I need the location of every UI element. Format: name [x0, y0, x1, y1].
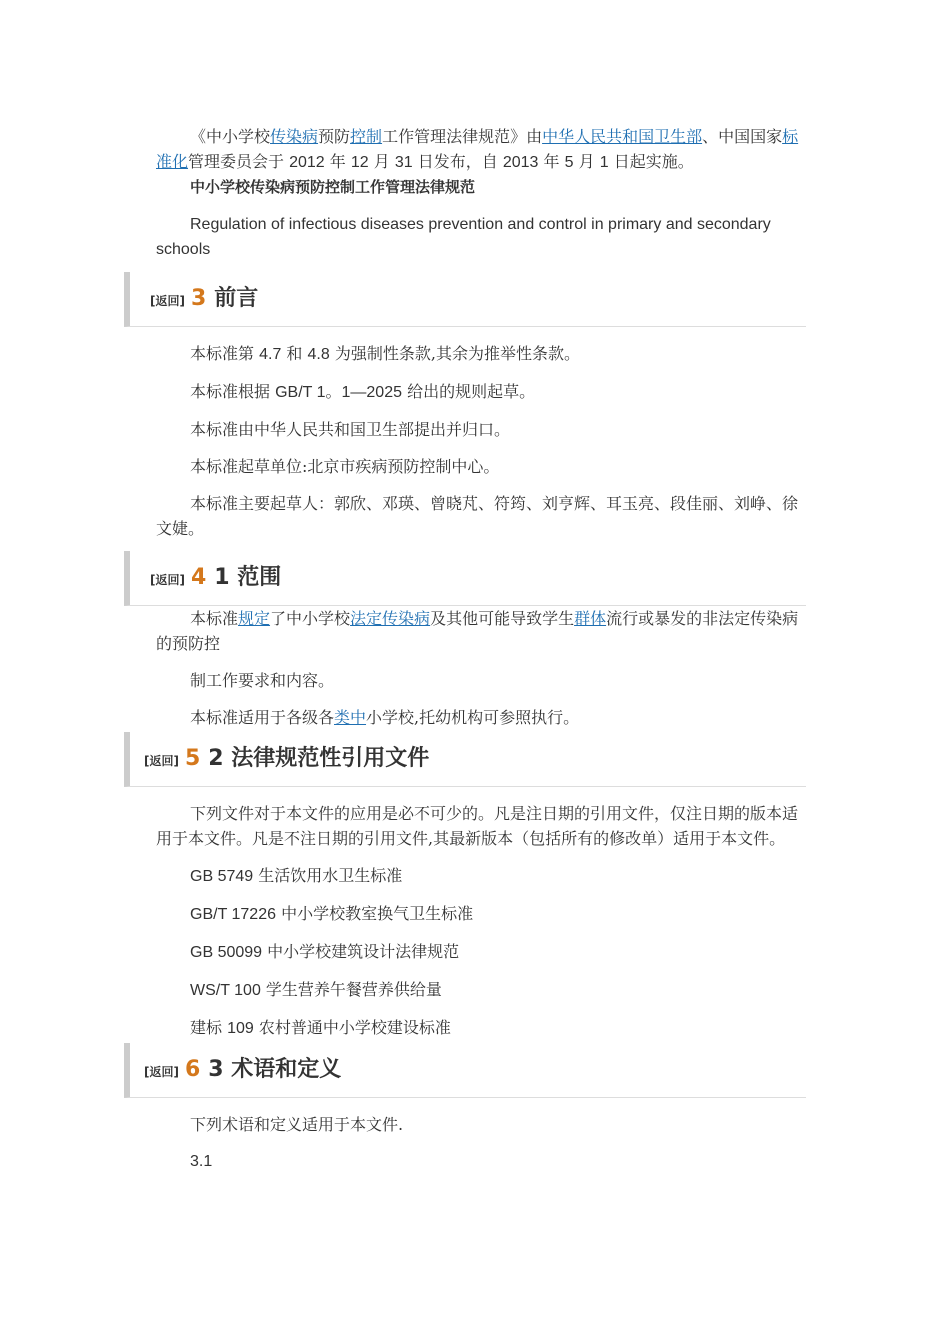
ref-code: GB/T 17226 [190, 906, 276, 923]
intro-text: 工作管理法律规范》由 [382, 127, 543, 146]
section-number: 4 [190, 565, 207, 590]
intro-text: 年 [538, 152, 565, 171]
link-regulation[interactable]: 规定 [238, 609, 271, 628]
link-group[interactable]: 群体 [574, 609, 607, 628]
ref-name: 中小学校建筑设计法律规范 [262, 942, 460, 961]
back-link[interactable]: [返回] [150, 294, 185, 308]
scope-paragraph [156, 705, 806, 730]
preface-paragraph [156, 379, 806, 405]
intro-text: 预防 [318, 127, 351, 146]
ref-name: 学生营养午餐营养供给量 [260, 980, 442, 999]
ref-code: GB 50099 [190, 944, 263, 961]
terms-paragraph: 下列术语和定义适用于本文件. [190, 1115, 404, 1134]
back-link[interactable]: [返回] [144, 754, 179, 768]
intro-text: 《中小学校 [190, 127, 271, 146]
reference-item [156, 1015, 806, 1041]
references-intro: 下列文件对于本文件的应用是必不可少的。凡是注日期的引用文件，仅注日期的版本适用于本文件。凡是不注日期的引用文件,其最新版本（包括所有的修改单）适用于本文件。 [156, 804, 799, 848]
reference-item [156, 901, 806, 927]
intro-text: 管理委员会于 [188, 152, 290, 171]
text: 小学校,托幼机构可参照执行。 [366, 708, 580, 727]
section-header-terms [124, 1043, 806, 1098]
section-number: 6 [184, 1057, 201, 1082]
title-chinese: 中小学校传染病预防控制工作管理法律规范 [190, 178, 476, 196]
text: 了中小学校 [270, 609, 351, 628]
intro-number: 1 [599, 154, 609, 171]
intro-number: 2013 [502, 154, 539, 171]
ref-code: 109 [227, 1020, 254, 1037]
reference-item [156, 863, 806, 889]
number: 1—2025 [341, 384, 402, 401]
text: 给出的规则起草。 [402, 382, 536, 401]
text: 和 [281, 344, 308, 363]
back-link[interactable]: [返回] [150, 573, 185, 587]
section-header-scope [124, 551, 806, 606]
intro-number: 12 [350, 154, 369, 171]
section-number: 3 [190, 286, 207, 311]
scope-paragraph [156, 606, 806, 656]
text: 本标准第 [190, 344, 260, 363]
ref-name: 中小学校教室换气卫生标准 [275, 904, 474, 923]
link-infectious-disease[interactable]: 传染病 [270, 127, 319, 146]
section-title: 2 法律规范性引用文件 [208, 746, 430, 771]
text: 流行或暴发的非法定传染病的预防控 [156, 609, 799, 653]
intro-text: 年 [324, 152, 351, 171]
ref-name: 农村普通中小学校建设标准 [253, 1018, 451, 1037]
link-ministry-of-health[interactable]: 中华人民共和国卫生部 [542, 127, 703, 146]
back-link[interactable]: [返回] [144, 1065, 179, 1079]
link-category[interactable]: 类中 [334, 708, 367, 727]
preface-paragraph: 本标准主要起草人：郭欣、邓瑛、曾晓芃、符筠、刘亨辉、耳玉亮、段佳丽、刘峥、徐文婕。 [156, 494, 799, 538]
ref-name: 生活饮用水卫生标准 [253, 866, 403, 885]
intro-text: 日起实施。 [608, 152, 694, 171]
text: 为强制性条款,其余为推举性条款。 [329, 344, 580, 363]
preface-paragraph [156, 341, 806, 367]
section-header-references [124, 732, 806, 787]
text: 本标准 [190, 609, 239, 628]
number: GB/T 1 [275, 384, 326, 401]
ref-code: WS/T 100 [190, 982, 261, 999]
number: 4.7 [259, 346, 282, 363]
intro-number: 2012 [289, 154, 325, 171]
intro-text: 日发布，自 [412, 152, 503, 171]
intro-text: 月 [368, 152, 395, 171]
section-title: 1 范围 [214, 565, 282, 590]
intro-number: 31 [394, 154, 413, 171]
link-statutory-infectious-disease[interactable]: 法定传染病 [350, 609, 431, 628]
text: 。 [325, 382, 342, 401]
intro-number: 5 [564, 154, 574, 171]
section-title: 前言 [214, 286, 259, 311]
intro-text: 月 [573, 152, 600, 171]
text: 本标准根据 [190, 382, 276, 401]
text: 及其他可能导致学生 [430, 609, 575, 628]
reference-item [156, 939, 806, 965]
preface-paragraph: 本标准起草单位:北京市疾病预防控制中心。 [190, 457, 500, 476]
text: 本标准适用于各级各 [190, 708, 335, 727]
intro-text: 、中国国家 [702, 127, 783, 146]
number: 4.8 [307, 346, 330, 363]
title-english: Regulation of infectious diseases prevention and control in primary and secondary schools [156, 216, 771, 258]
section-number: 5 [184, 746, 201, 771]
scope-paragraph: 制工作要求和内容。 [190, 671, 335, 690]
link-control[interactable]: 控制 [350, 127, 383, 146]
link-standardization[interactable]: 标准化 [156, 127, 799, 171]
intro-paragraph [156, 124, 806, 175]
section-header-preface [124, 272, 806, 327]
preface-paragraph: 本标准由中华人民共和国卫生部提出并归口。 [190, 420, 511, 439]
section-title: 3 术语和定义 [208, 1057, 342, 1082]
terms-clause-number: 3.1 [190, 1153, 213, 1170]
ref-code: GB 5749 [190, 868, 254, 885]
ref-name: 建标 [190, 1018, 228, 1037]
document-content [144, 124, 806, 1186]
reference-item [156, 977, 806, 1003]
